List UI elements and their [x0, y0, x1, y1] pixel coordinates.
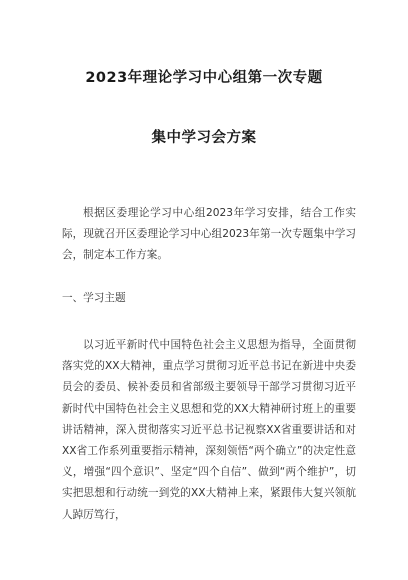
study-theme-paragraph: 以习近平新时代中国特色社会主义思想为指导，全面贯彻落实党的XX大精神，重点学习贯彻习近平总书记在新进中央委员会的委员、候补委员和省部级主要领导干部学习贯彻习近平新时代中国特色社会主义思想和党的XX大精神研讨班上的重要讲话精神，深入贯彻落实习近平总书记视察XX省重要讲话和对XX省工作系列重要指示精神，深刻领悟“两个确立”的决定性意义，增强“四个意识”、坚定“四个自信”、做到“两个维护”，切实把思想和行动统一到党的XX大精神上来，紧跟伟大复兴领航人踔厉笃行，	[62, 339, 356, 521]
intro-paragraph: 根据区委理论学习中心组2023年学习安排，结合工作实际，现就召开区委理论学习中心组2023年第一次专题集中学习会，制定本工作方案。	[62, 207, 356, 262]
document-title-line-2: 集中学习会方案	[151, 130, 257, 146]
section-heading-study-theme: 一、学习主题	[62, 292, 126, 304]
document-title-line-1: 2023年理论学习中心组第一次专题	[85, 70, 323, 86]
